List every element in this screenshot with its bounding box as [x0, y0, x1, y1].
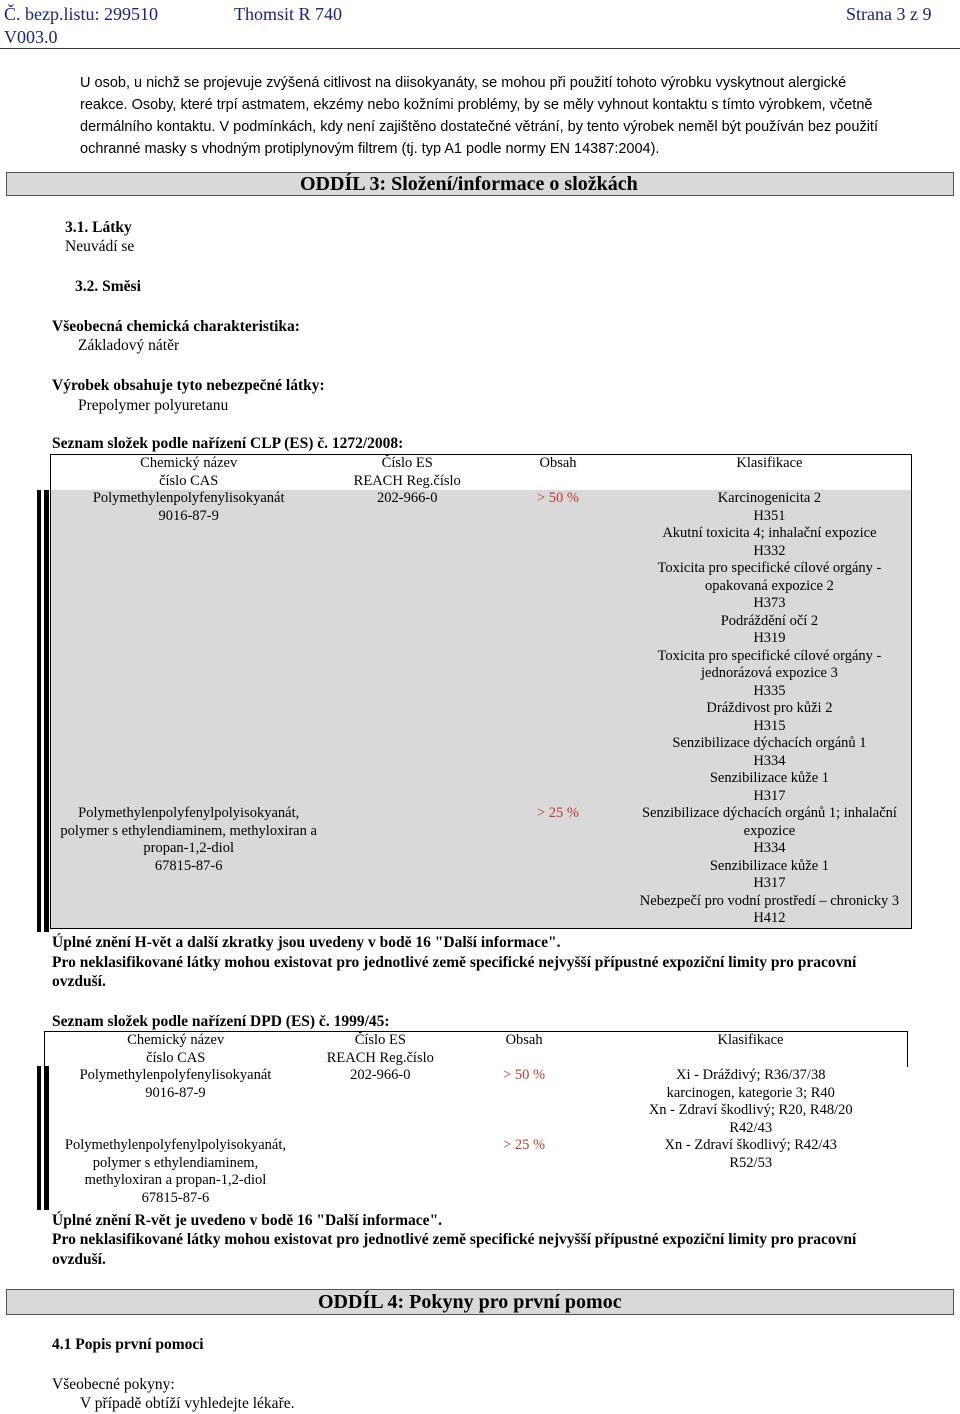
s4-general-value: V případě obtíží vyhledejte lékaře.: [80, 1395, 295, 1412]
cell-name: propan-1,2-diol: [143, 840, 234, 856]
class-line: Senzibilizace kůže 1: [709, 770, 830, 786]
clp-note-1: Úplné znění H-vět a další zkratky jsou uvedeny v bodě 16 "Další informace".: [52, 934, 561, 951]
class-line: jednorázová expozice 3: [701, 665, 838, 681]
header-cas: číslo CAS: [159, 472, 219, 489]
class-line: Xi - Dráždivý; R36/37/38: [676, 1067, 826, 1083]
class-line: H412: [753, 910, 786, 926]
class-line: Dráždivost pro kůži 2: [706, 700, 833, 716]
class-line: Xn - Zdraví škodlivý; R42/43: [664, 1137, 837, 1153]
cell-name: Polymethylenpolyfenylisokyanát: [92, 490, 285, 506]
cell-es: [306, 1137, 454, 1207]
class-line: Xn - Zdraví škodlivý; R20, R48/20: [648, 1102, 853, 1118]
header-content: Obsah: [539, 455, 577, 471]
class-line: H319: [753, 630, 786, 646]
table-header-row: [45, 1032, 908, 1068]
class-line: Podráždění očí 2: [720, 612, 819, 629]
cell-class: [594, 1067, 908, 1137]
class-line: H332: [753, 542, 786, 559]
class-line: H334: [753, 752, 786, 769]
dpd-list-title: Seznam složek podle nařízení DPD (ES) č. 1999/45:: [52, 1013, 390, 1030]
class-line: Nebezpečí pro vodní prostředí – chronicky 3: [639, 892, 900, 909]
cell-content: > 50 %: [488, 490, 628, 805]
clp-note-2b: ovzduší.: [52, 973, 106, 990]
s32-title: 3.2. Směsi: [75, 278, 141, 295]
general-char-value: Základový nátěr: [78, 337, 180, 354]
class-line: karcinogen, kategorie 3; R40: [666, 1084, 835, 1101]
class-line: Toxicita pro specifické cílové orgány -: [657, 647, 882, 664]
table-header-row: [51, 455, 912, 491]
class-line: H315: [753, 717, 786, 734]
cell-cas: 67815-87-6: [154, 857, 223, 874]
page-number: Strana 3 z 9: [846, 4, 932, 24]
cell-class: [594, 1137, 908, 1207]
clp-table: [50, 454, 912, 929]
class-line: R42/43: [729, 1119, 773, 1136]
class-line: Akutní toxicita 4; inhalační expozice: [662, 525, 877, 541]
header-reach: REACH Reg.číslo: [353, 472, 461, 489]
cell-name: Polymethylenpolyfenylisokyanát: [79, 1067, 272, 1083]
cell-name: Polymethylenpolyfenylpolyisokyanát,: [64, 1137, 286, 1153]
cell-content: > 25 %: [488, 805, 628, 928]
table-row: [45, 1067, 908, 1137]
header-class: Klasifikace: [736, 455, 803, 471]
class-line: Senzibilizace kůže 1: [709, 857, 830, 874]
header-cas: číslo CAS: [146, 1049, 206, 1066]
header-content: Obsah: [454, 1032, 594, 1068]
header-rule: [0, 48, 960, 49]
class-line: Senzibilizace dýchacích orgánů 1; inhalační: [641, 805, 897, 821]
class-line: Toxicita pro specifické cílové orgány -: [657, 560, 882, 576]
cell-es: 202-966-0: [326, 490, 488, 805]
cell-class: [628, 805, 912, 928]
cell-name: methyloxiran a propan-1,2-diol: [84, 1172, 267, 1188]
header-es: Číslo ES: [381, 455, 433, 471]
clp-list-title: Seznam složek podle nařízení CLP (ES) č. 1272/2008:: [52, 435, 404, 452]
cell-name: polymer s ethylendiaminem,: [92, 1154, 259, 1171]
header-es: Číslo ES: [354, 1032, 406, 1048]
sheet-number: Č. bezp.listu: 299510: [4, 4, 158, 24]
intro-line: reakce. Osoby, které trpí astmatem, ekzémy nebo kožními problémy, by se měly vyhnout kontaktu s tímto výrobkem, včetně: [80, 97, 873, 113]
class-line: opakovaná expozice 2: [705, 577, 834, 594]
change-bars: [37, 490, 49, 932]
class-line: H334: [753, 840, 786, 856]
dpd-note-2a: Pro neklasifikované látky mohou existovat pro jednotlivé země specifické nejvyšší přípustné expoziční limity pro pracovní: [52, 1231, 857, 1248]
cell-content: > 50 %: [503, 1067, 546, 1083]
cell-cas: 67815-87-6: [141, 1189, 210, 1206]
cell-name: Polymethylenpolyfenylpolyisokyanát,: [78, 805, 300, 821]
header-reach: REACH Reg.číslo: [326, 1049, 434, 1066]
class-line: R52/53: [729, 1154, 773, 1171]
class-line: H351: [753, 507, 786, 524]
intro-paragraph: [80, 72, 878, 160]
dpd-note-2b: ovzduší.: [52, 1251, 106, 1268]
general-char-label: Všeobecná chemická charakteristika:: [52, 318, 300, 335]
class-line: H373: [753, 595, 786, 611]
cell-es: 202-966-0: [350, 1067, 411, 1083]
class-line: H317: [753, 787, 786, 804]
intro-line: ochranné masky s vhodným protiplynovým filtrem (tj. typ A1 podle normy EN 14387:2004).: [80, 141, 660, 157]
product-name: Thomsit R 740: [234, 4, 343, 24]
contains-label: Výrobek obsahuje tyto nebezpečné látky:: [52, 377, 325, 394]
cell-cas: 9016-87-9: [158, 507, 219, 524]
header-name: Chemický název: [140, 455, 238, 471]
class-line: Senzibilizace dýchacích orgánů 1: [672, 735, 867, 751]
table-row: [51, 805, 912, 928]
intro-line: dermálního kontaktu. V podmínkách, kdy není zajištěno dostatečné větrání, by tento výrobek neměl být používán bez použití: [80, 119, 878, 135]
class-line: H335: [753, 682, 786, 699]
clp-note-2a: Pro neklasifikované látky mohou existovat pro jednotlivé země specifické nejvyšší přípustné expoziční limity pro pracovní: [52, 954, 857, 971]
version: V003.0: [4, 27, 58, 47]
s31-text: Neuvádí se: [65, 238, 135, 255]
dpd-table: [44, 1031, 908, 1207]
contains-value: Prepolymer polyuretanu: [78, 397, 229, 414]
intro-line: U osob, u nichž se projevuje zvýšená citlivost na diisokyanáty, se mohou při použití tohoto výrobku vyskytnout alergické: [80, 75, 847, 91]
s41-title: 4.1 Popis první pomoci: [52, 1336, 204, 1353]
cell-es: [326, 805, 488, 928]
section-3-title: ODDÍL 3: Složení/informace o složkách: [300, 173, 638, 195]
cell-name: polymer s ethylendiaminem, methyloxiran a: [60, 822, 317, 839]
cell-class: [628, 490, 912, 805]
dpd-note-1: Úplné znění R-vět je uvedeno v bodě 16 "Další informace".: [52, 1212, 443, 1229]
s31-title: 3.1. Látky: [65, 219, 132, 236]
header-name: Chemický název: [127, 1032, 225, 1048]
header-class: Klasifikace: [594, 1032, 908, 1068]
s4-general-label: Všeobecné pokyny:: [52, 1376, 175, 1393]
class-line: H317: [753, 875, 786, 891]
table-row: [51, 490, 912, 805]
cell-cas: 9016-87-9: [145, 1084, 206, 1101]
section-4-title: ODDÍL 4: Pokyny pro první pomoc: [318, 1291, 622, 1313]
class-line: expozice: [743, 822, 796, 839]
cell-content: > 25 %: [503, 1137, 546, 1153]
table-row: [45, 1137, 908, 1207]
class-line: Karcinogenicita 2: [717, 490, 822, 506]
